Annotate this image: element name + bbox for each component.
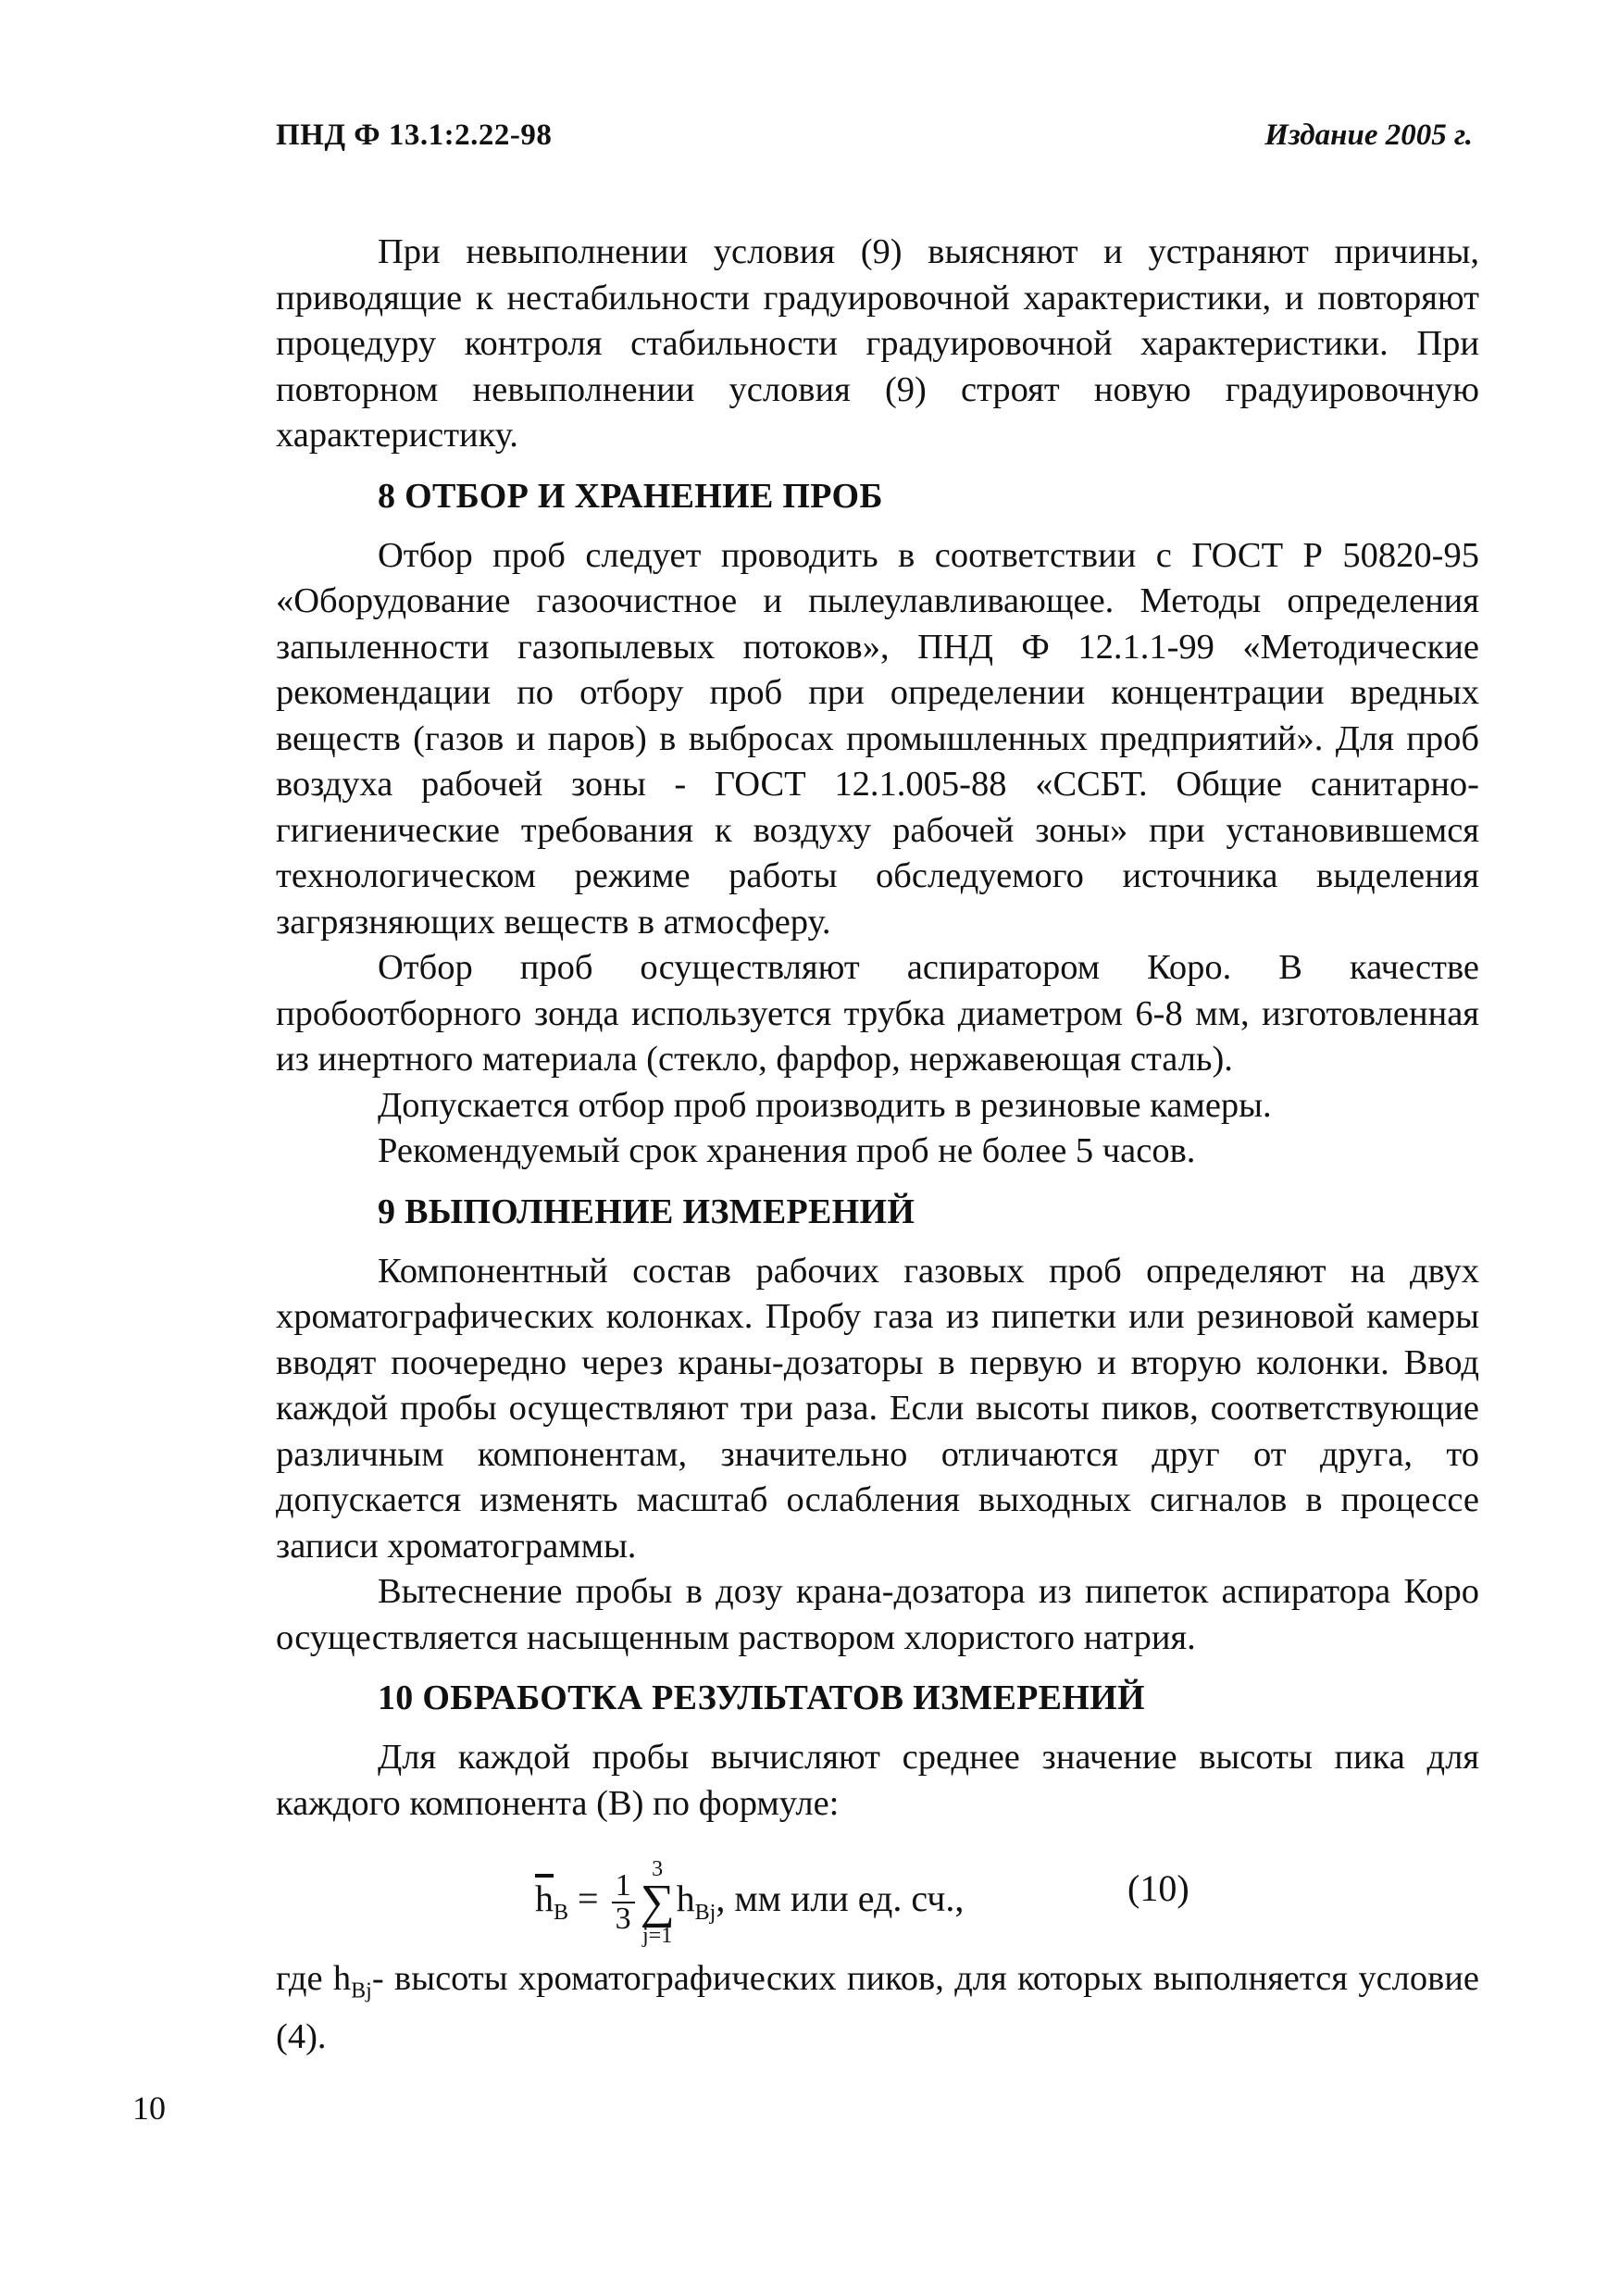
section-8-paragraph-4: Рекомендуемый срок хранения проб не более 5 часов. — [378, 1131, 1196, 1170]
formula-unit: , мм или ед. сч., — [716, 1878, 965, 1920]
sigma-symbol: ∑ — [640, 1876, 675, 1928]
formula-term: h — [676, 1878, 695, 1920]
edition-label: Издание 2005 г. — [1264, 119, 1473, 152]
section-8-paragraph-2: Отбор проб осуществляют аспиратором Коро. В качестве пробоотборного зонда используется трубка диаметром 6-8 мм, изготовленная из инертного материала (стекло, фарфор, нержавеющая сталь). — [276, 948, 1479, 1079]
section-8-paragraph-3: Допускается отбор проб производить в резиновые камеры. — [378, 1085, 1272, 1125]
formula-10 — [276, 1838, 1479, 1947]
section-9-heading: 9 ВЫПОЛНЕНИЕ ИЗМЕРЕНИЙ — [378, 1192, 915, 1231]
where-symbol-subscript: Bj — [351, 1978, 372, 2003]
section-10-paragraph-1: Для каждой пробы вычисляют среднее значение высоты пика для каждого компонента (B) по формуле: — [276, 1738, 1479, 1823]
section-9-paragraph-1: Компонентный состав рабочих газовых проб определяют на двух хроматографических колонках. Пробу газа из пипетки или резиновой камеры вводят поочередно через краны-дозаторы в первую и вторую колонки. Ввод каждой пробы осуществляют три раза. Если высоты пиков, соответствующие различным компонентам, значительно отличаются друг от друга, то допускается изменять масштаб ослабления выходных сигналов в процессе записи хроматограммы. — [276, 1251, 1479, 1566]
document-body — [276, 230, 1479, 2061]
formula-fraction — [612, 1870, 635, 1935]
document-code: ПНД Ф 13.1:2.22-98 — [276, 119, 553, 152]
where-text: - высоты хроматографических пиков, для которых выполняется условие (4). — [276, 1959, 1479, 2057]
formula-explanation — [276, 1956, 1479, 2061]
where-symbol: h — [332, 1959, 352, 1998]
summation-sign — [641, 1858, 675, 1947]
formula-equals: = — [578, 1878, 599, 1920]
section-9-paragraph-2: Вытеснение пробы в дозу крана-дозатора из пипеток аспиратора Коро осуществляется насыщенным раствором хлористого натрия. — [276, 1572, 1479, 1657]
page-number: 10 — [132, 2090, 166, 2127]
formula-number: (10) — [1127, 1867, 1189, 1909]
formula-term-subscript: Bj — [694, 1901, 716, 1926]
section-10-heading: 10 ОБРАБОТКА РЕЗУЛЬТАТОВ ИЗМЕРЕНИЙ — [378, 1678, 1145, 1717]
fraction-numerator: 1 — [612, 1870, 635, 1903]
sum-lower-limit: j=1 — [642, 1924, 673, 1948]
section-8-heading: 8 ОТБОР И ХРАНЕНИЕ ПРОБ — [378, 476, 883, 516]
where-prefix: где — [276, 1959, 323, 1998]
section-8-paragraph-1: Отбор проб следует проводить в соответствии с ГОСТ Р 50820-95 «Оборудование газоочистное и пылеулавливающее. Методы определения запыленности газопылевых потоков», ПНД Ф 12.1.1-99 «Методические рекомендации по отбору проб при определении концентрации вредных веществ (газов и паров) в выбросах промышленных предприятий». Для проб воздуха рабочей зоны - ГОСТ 12.1.005-88 «ССБТ. Общие санитарно-гигиенические требования к воздуху рабочей зоны» при установившемся технологическом режиме работы обследуемого источника выделения загрязняющих веществ в атмосферу. — [276, 535, 1479, 942]
formula-expression — [535, 1858, 964, 1947]
sum-upper-limit: 3 — [652, 1857, 664, 1881]
fraction-denominator: 3 — [615, 1902, 631, 1936]
paragraph-intro: При невыполнении условия (9) выясняют и устраняют причины, приводящие к нестабильности градуировочной характеристики, и повторяют процедуру контроля стабильности градуировочной характеристики. При повторном невыполнении условия (9) строят новую градуировочную характеристику. — [276, 232, 1479, 455]
formula-lhs-subscript: B — [554, 1901, 569, 1926]
formula-lhs: $\overline{h}$ — [535, 1878, 554, 1920]
